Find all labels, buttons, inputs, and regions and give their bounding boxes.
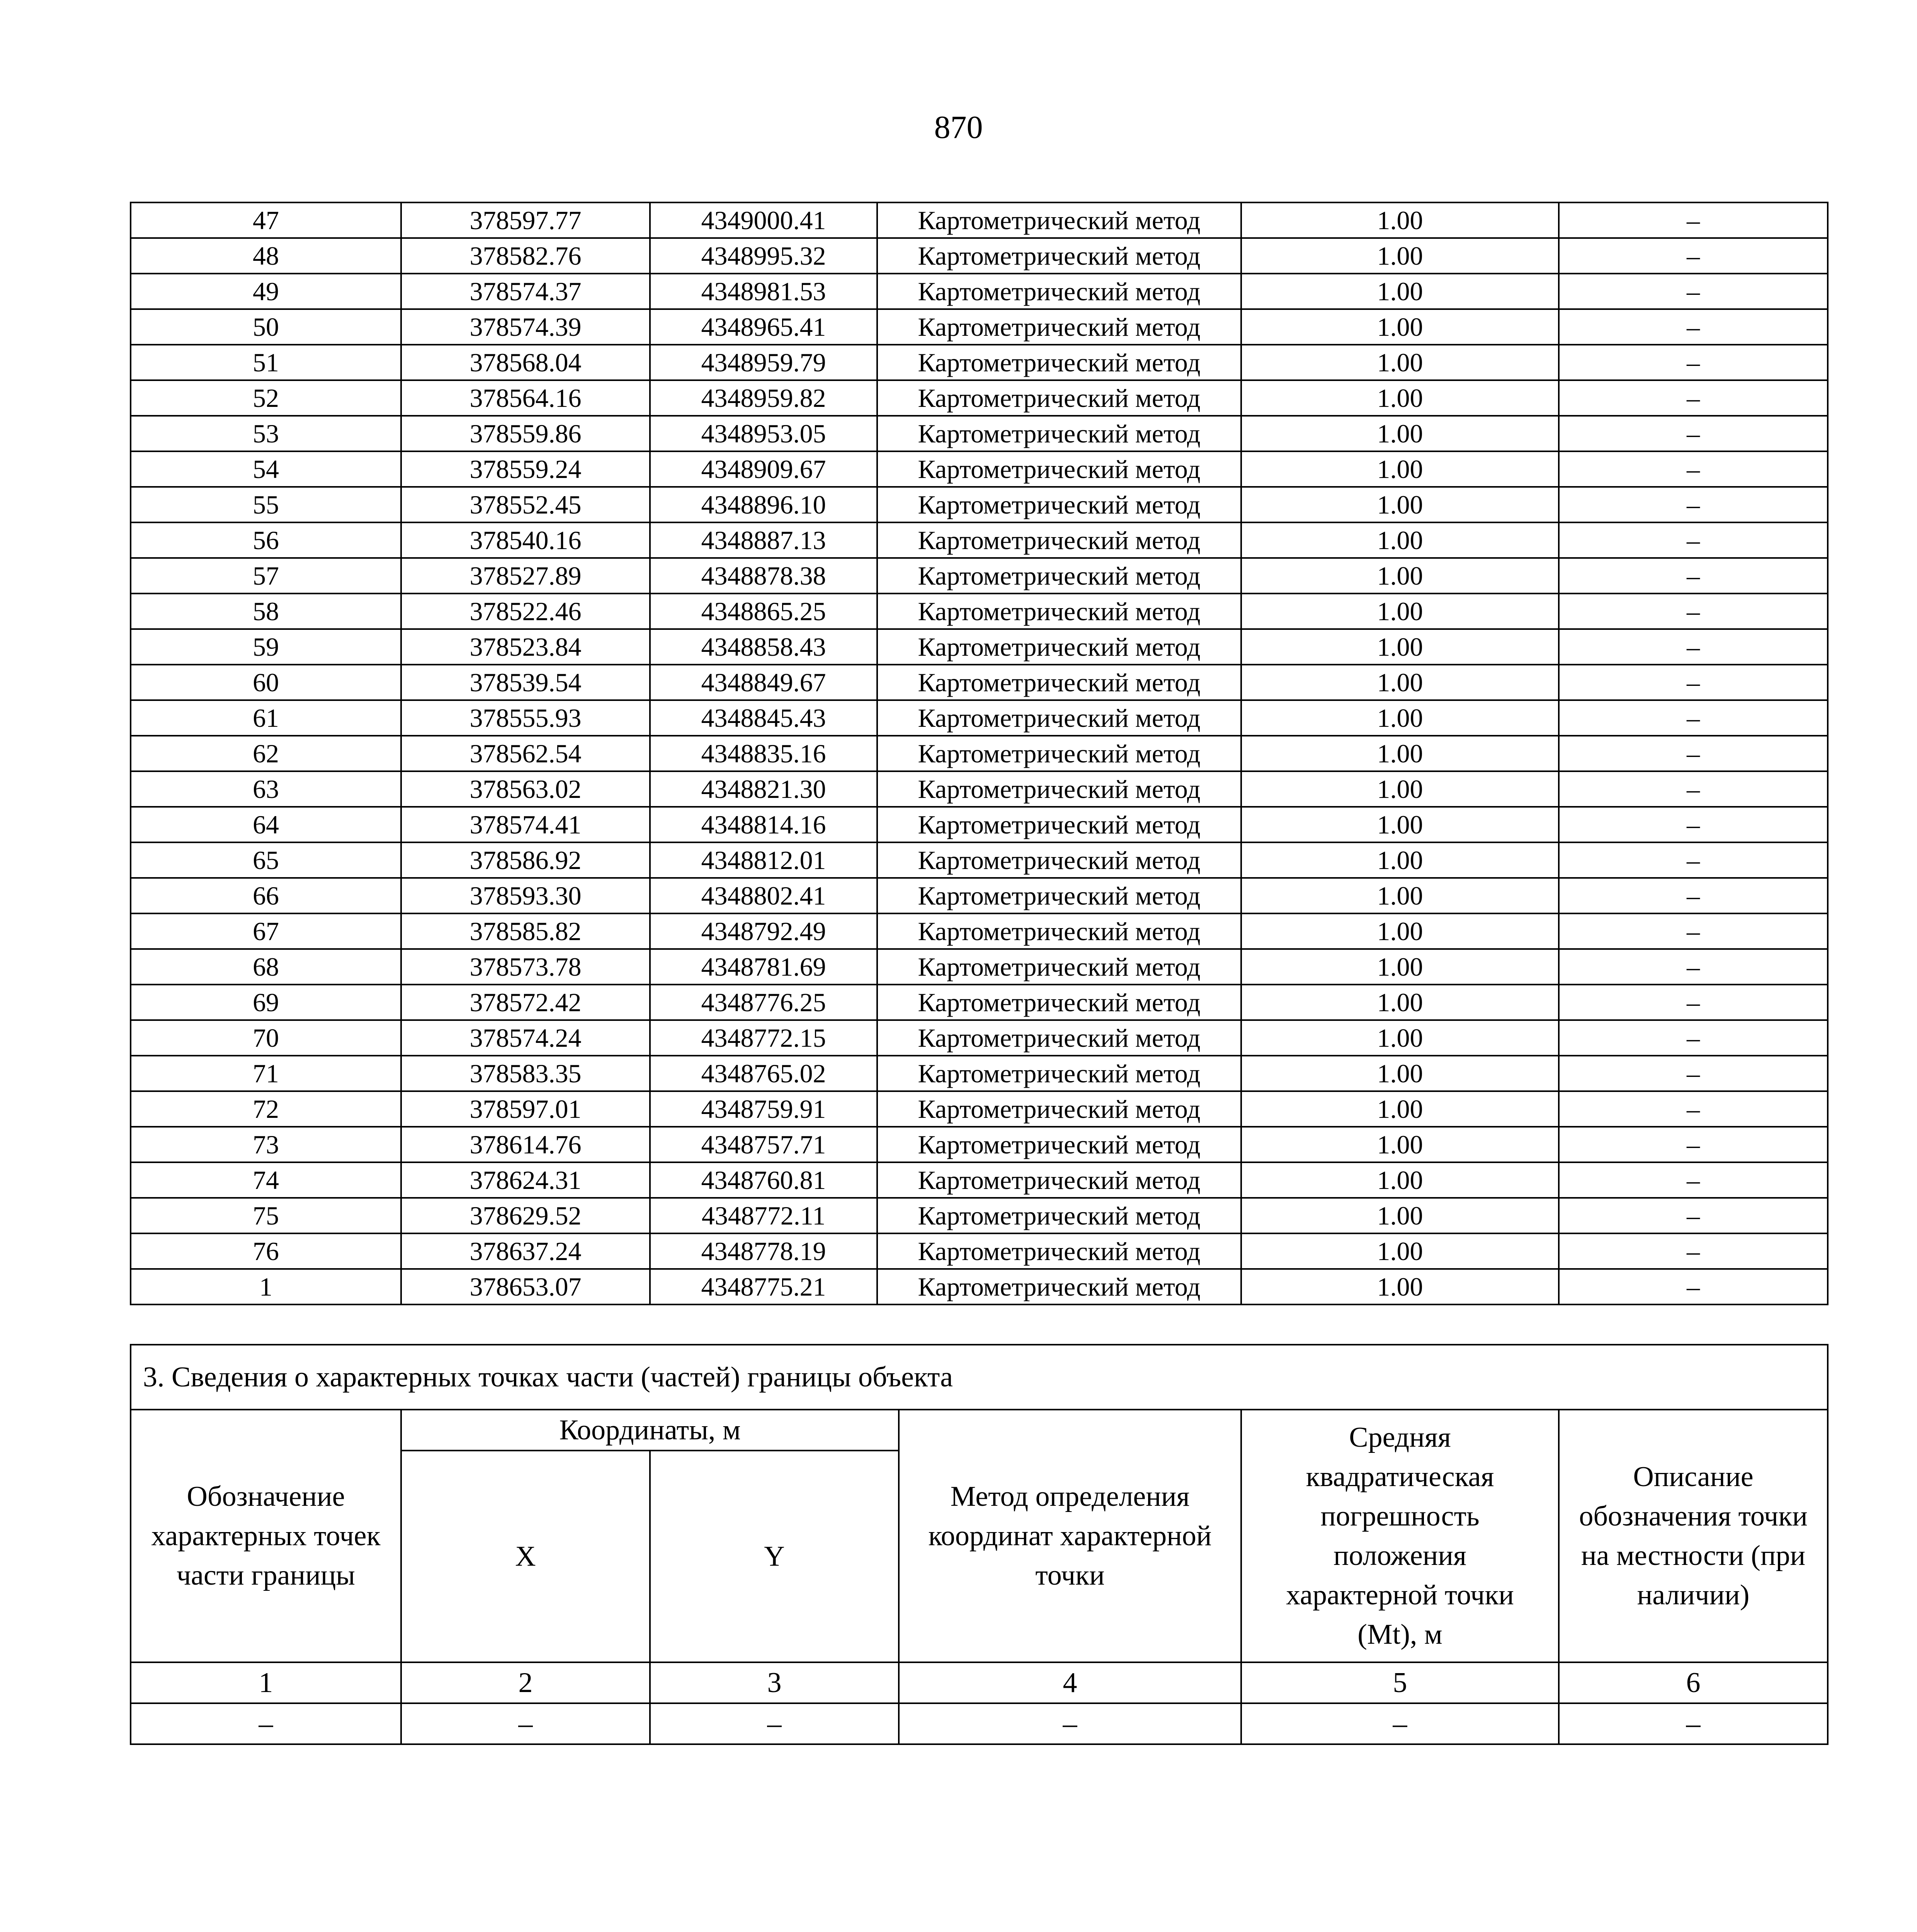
y-coordinate-cell: 4348858.43 — [650, 629, 877, 665]
error-cell: 1.00 — [1241, 1056, 1559, 1091]
description-cell: – — [1559, 416, 1828, 451]
table-row — [131, 1056, 1828, 1091]
x-coordinate-cell: 378574.41 — [401, 807, 650, 842]
error-cell: 1.00 — [1241, 1020, 1559, 1056]
y-coordinate-cell: 4349000.41 — [650, 202, 877, 238]
error-cell: 1.00 — [1241, 949, 1559, 985]
table-row — [131, 1198, 1828, 1233]
column-number: 5 — [1241, 1662, 1559, 1703]
method-cell: Картометрический метод — [877, 558, 1241, 594]
table-row — [131, 345, 1828, 380]
point-number-cell: 58 — [131, 594, 401, 629]
method-cell: Картометрический метод — [877, 1091, 1241, 1127]
point-number-cell: 76 — [131, 1233, 401, 1269]
method-cell: Картометрический метод — [877, 736, 1241, 771]
x-coordinate-cell: 378559.24 — [401, 451, 650, 487]
error-cell: 1.00 — [1241, 1127, 1559, 1162]
y-coordinate-cell: 4348953.05 — [650, 416, 877, 451]
y-coordinate-cell: 4348772.11 — [650, 1198, 877, 1233]
column-number-row — [131, 1662, 1828, 1703]
method-cell: Картометрический метод — [877, 594, 1241, 629]
empty-row — [131, 1703, 1828, 1744]
empty-cell: – — [131, 1703, 401, 1744]
y-coordinate-cell: 4348995.32 — [650, 238, 877, 274]
error-cell: 1.00 — [1241, 1091, 1559, 1127]
error-cell: 1.00 — [1241, 1233, 1559, 1269]
error-cell: 1.00 — [1241, 1198, 1559, 1233]
x-coordinate-cell: 378522.46 — [401, 594, 650, 629]
point-number-cell: 67 — [131, 913, 401, 949]
point-number-cell: 56 — [131, 522, 401, 558]
description-cell: – — [1559, 487, 1828, 522]
error-cell: 1.00 — [1241, 345, 1559, 380]
description-cell: – — [1559, 380, 1828, 416]
method-cell: Картометрический метод — [877, 985, 1241, 1020]
x-coordinate-cell: 378572.42 — [401, 985, 650, 1020]
x-coordinate-cell: 378540.16 — [401, 522, 650, 558]
y-coordinate-cell: 4348845.43 — [650, 700, 877, 736]
table-row — [131, 985, 1828, 1020]
table-row — [131, 1091, 1828, 1127]
method-cell: Картометрический метод — [877, 700, 1241, 736]
x-coordinate-cell: 378597.01 — [401, 1091, 650, 1127]
table-row — [131, 380, 1828, 416]
error-cell: 1.00 — [1241, 202, 1559, 238]
table-row — [131, 416, 1828, 451]
x-coordinate-cell: 378574.39 — [401, 309, 650, 345]
description-cell: – — [1559, 1127, 1828, 1162]
method-cell: Картометрический метод — [877, 949, 1241, 985]
point-number-cell: 66 — [131, 878, 401, 913]
y-coordinate-cell: 4348776.25 — [650, 985, 877, 1020]
table-row — [131, 202, 1828, 238]
point-number-cell: 63 — [131, 771, 401, 807]
y-coordinate-cell: 4348778.19 — [650, 1233, 877, 1269]
page-number: 870 — [934, 109, 983, 145]
y-coordinate-cell: 4348781.69 — [650, 949, 877, 985]
x-coordinate-cell: 378527.89 — [401, 558, 650, 594]
header-coordinates: Координаты, м — [401, 1410, 899, 1451]
empty-cell: – — [899, 1703, 1241, 1744]
point-number-cell: 69 — [131, 985, 401, 1020]
method-cell: Картометрический метод — [877, 380, 1241, 416]
method-cell: Картометрический метод — [877, 1269, 1241, 1304]
point-number-cell: 48 — [131, 238, 401, 274]
method-cell: Картометрический метод — [877, 1020, 1241, 1056]
description-cell: – — [1559, 771, 1828, 807]
table-row — [131, 522, 1828, 558]
description-cell: – — [1559, 629, 1828, 665]
description-cell: – — [1559, 842, 1828, 878]
method-cell: Картометрический метод — [877, 771, 1241, 807]
error-cell: 1.00 — [1241, 487, 1559, 522]
y-coordinate-cell: 4348821.30 — [650, 771, 877, 807]
table-row — [131, 487, 1828, 522]
method-cell: Картометрический метод — [877, 1198, 1241, 1233]
table-row — [131, 807, 1828, 842]
point-number-cell: 51 — [131, 345, 401, 380]
point-number-cell: 54 — [131, 451, 401, 487]
table-row — [131, 238, 1828, 274]
error-cell: 1.00 — [1241, 807, 1559, 842]
method-cell: Картометрический метод — [877, 1127, 1241, 1162]
error-cell: 1.00 — [1241, 1269, 1559, 1304]
description-cell: – — [1559, 736, 1828, 771]
method-cell: Картометрический метод — [877, 913, 1241, 949]
point-number-cell: 53 — [131, 416, 401, 451]
error-cell: 1.00 — [1241, 416, 1559, 451]
description-cell: – — [1559, 1233, 1828, 1269]
x-coordinate-cell: 378573.78 — [401, 949, 650, 985]
error-cell: 1.00 — [1241, 629, 1559, 665]
error-cell: 1.00 — [1241, 380, 1559, 416]
y-coordinate-cell: 4348802.41 — [650, 878, 877, 913]
x-coordinate-cell: 378574.37 — [401, 274, 650, 309]
y-coordinate-cell: 4348849.67 — [650, 665, 877, 700]
point-number-cell: 73 — [131, 1127, 401, 1162]
x-coordinate-cell: 378637.24 — [401, 1233, 650, 1269]
error-cell: 1.00 — [1241, 736, 1559, 771]
method-cell: Картометрический метод — [877, 807, 1241, 842]
point-number-cell: 47 — [131, 202, 401, 238]
y-coordinate-cell: 4348959.82 — [650, 380, 877, 416]
table-row — [131, 913, 1828, 949]
y-coordinate-cell: 4348760.81 — [650, 1162, 877, 1198]
column-number: 3 — [650, 1662, 899, 1703]
header-designation: Обозначение характерных точек части границы — [131, 1410, 401, 1662]
x-coordinate-cell: 378614.76 — [401, 1127, 650, 1162]
y-coordinate-cell: 4348765.02 — [650, 1056, 877, 1091]
error-cell: 1.00 — [1241, 771, 1559, 807]
x-coordinate-cell: 378555.93 — [401, 700, 650, 736]
column-number: 1 — [131, 1662, 401, 1703]
y-coordinate-cell: 4348772.15 — [650, 1020, 877, 1056]
table-row — [131, 771, 1828, 807]
y-coordinate-cell: 4348792.49 — [650, 913, 877, 949]
method-cell: Картометрический метод — [877, 842, 1241, 878]
point-number-cell: 59 — [131, 629, 401, 665]
method-cell: Картометрический метод — [877, 522, 1241, 558]
y-coordinate-cell: 4348965.41 — [650, 309, 877, 345]
empty-cell: – — [650, 1703, 899, 1744]
method-cell: Картометрический метод — [877, 629, 1241, 665]
x-coordinate-cell: 378568.04 — [401, 345, 650, 380]
y-coordinate-cell: 4348757.71 — [650, 1127, 877, 1162]
method-cell: Картометрический метод — [877, 202, 1241, 238]
x-coordinate-cell: 378593.30 — [401, 878, 650, 913]
method-cell: Картометрический метод — [877, 451, 1241, 487]
y-coordinate-cell: 4348812.01 — [650, 842, 877, 878]
header-description: Описание обозначения точки на местности (при наличии) — [1559, 1410, 1828, 1662]
description-cell: – — [1559, 913, 1828, 949]
description-cell: – — [1559, 202, 1828, 238]
point-number-cell: 75 — [131, 1198, 401, 1233]
point-number-cell: 49 — [131, 274, 401, 309]
description-cell: – — [1559, 1162, 1828, 1198]
error-cell: 1.00 — [1241, 878, 1559, 913]
table-row — [131, 700, 1828, 736]
column-number: 6 — [1559, 1662, 1828, 1703]
error-cell: 1.00 — [1241, 274, 1559, 309]
point-number-cell: 68 — [131, 949, 401, 985]
x-coordinate-cell: 378539.54 — [401, 665, 650, 700]
table-row — [131, 665, 1828, 700]
table-row — [131, 451, 1828, 487]
description-cell: – — [1559, 700, 1828, 736]
method-cell: Картометрический метод — [877, 416, 1241, 451]
y-coordinate-cell: 4348887.13 — [650, 522, 877, 558]
point-number-cell: 57 — [131, 558, 401, 594]
table-row — [131, 274, 1828, 309]
description-cell: – — [1559, 949, 1828, 985]
table-row — [131, 1162, 1828, 1198]
description-cell: – — [1559, 1091, 1828, 1127]
description-cell: – — [1559, 345, 1828, 380]
points-table-body — [131, 202, 1828, 1304]
point-number-cell: 62 — [131, 736, 401, 771]
empty-cell: – — [401, 1703, 650, 1744]
x-coordinate-cell: 378583.35 — [401, 1056, 650, 1091]
method-cell: Картометрический метод — [877, 1233, 1241, 1269]
error-cell: 1.00 — [1241, 594, 1559, 629]
y-coordinate-cell: 4348878.38 — [650, 558, 877, 594]
point-number-cell: 1 — [131, 1269, 401, 1304]
description-cell: – — [1559, 309, 1828, 345]
table-row — [131, 309, 1828, 345]
x-coordinate-cell: 378552.45 — [401, 487, 650, 522]
section-title: 3. Сведения о характерных точках части (частей) границы объекта — [131, 1345, 1828, 1410]
x-coordinate-cell: 378585.82 — [401, 913, 650, 949]
point-number-cell: 72 — [131, 1091, 401, 1127]
error-cell: 1.00 — [1241, 913, 1559, 949]
empty-cell: – — [1241, 1703, 1559, 1744]
table-row — [131, 1269, 1828, 1304]
y-coordinate-cell: 4348896.10 — [650, 487, 877, 522]
x-coordinate-cell: 378523.84 — [401, 629, 650, 665]
error-cell: 1.00 — [1241, 309, 1559, 345]
method-cell: Картометрический метод — [877, 487, 1241, 522]
column-number: 4 — [899, 1662, 1241, 1703]
header-error: Средняя квадратическая погрешность положения характерной точки (Mt), м — [1241, 1410, 1559, 1662]
description-cell: – — [1559, 1198, 1828, 1233]
x-coordinate-cell: 378564.16 — [401, 380, 650, 416]
y-coordinate-cell: 4348835.16 — [650, 736, 877, 771]
x-coordinate-cell: 378629.52 — [401, 1198, 650, 1233]
y-coordinate-cell: 4348981.53 — [650, 274, 877, 309]
description-cell: – — [1559, 238, 1828, 274]
method-cell: Картометрический метод — [877, 1056, 1241, 1091]
table-row — [131, 878, 1828, 913]
x-coordinate-cell: 378653.07 — [401, 1269, 650, 1304]
x-coordinate-cell: 378597.77 — [401, 202, 650, 238]
y-coordinate-cell: 4348814.16 — [650, 807, 877, 842]
y-coordinate-cell: 4348759.91 — [650, 1091, 877, 1127]
table-row — [131, 629, 1828, 665]
x-coordinate-cell: 378582.76 — [401, 238, 650, 274]
table-row — [131, 842, 1828, 878]
column-number: 2 — [401, 1662, 650, 1703]
description-cell: – — [1559, 985, 1828, 1020]
table-row — [131, 558, 1828, 594]
description-cell: – — [1559, 451, 1828, 487]
table-row — [131, 1020, 1828, 1056]
description-cell: – — [1559, 1056, 1828, 1091]
description-cell: – — [1559, 1020, 1828, 1056]
description-cell: – — [1559, 807, 1828, 842]
point-number-cell: 52 — [131, 380, 401, 416]
method-cell: Картометрический метод — [877, 665, 1241, 700]
error-cell: 1.00 — [1241, 238, 1559, 274]
y-coordinate-cell: 4348865.25 — [650, 594, 877, 629]
x-coordinate-cell: 378624.31 — [401, 1162, 650, 1198]
error-cell: 1.00 — [1241, 522, 1559, 558]
point-number-cell: 50 — [131, 309, 401, 345]
x-coordinate-cell: 378586.92 — [401, 842, 650, 878]
table-row — [131, 736, 1828, 771]
error-cell: 1.00 — [1241, 665, 1559, 700]
header-x: X — [401, 1451, 650, 1662]
description-cell: – — [1559, 878, 1828, 913]
error-cell: 1.00 — [1241, 842, 1559, 878]
x-coordinate-cell: 378559.86 — [401, 416, 650, 451]
x-coordinate-cell: 378563.02 — [401, 771, 650, 807]
error-cell: 1.00 — [1241, 451, 1559, 487]
point-number-cell: 65 — [131, 842, 401, 878]
error-cell: 1.00 — [1241, 985, 1559, 1020]
point-number-cell: 71 — [131, 1056, 401, 1091]
x-coordinate-cell: 378574.24 — [401, 1020, 650, 1056]
description-cell: – — [1559, 594, 1828, 629]
point-number-cell: 60 — [131, 665, 401, 700]
table-row — [131, 594, 1828, 629]
points-table — [130, 202, 1829, 1305]
method-cell: Картометрический метод — [877, 345, 1241, 380]
method-cell: Картометрический метод — [877, 309, 1241, 345]
point-number-cell: 70 — [131, 1020, 401, 1056]
error-cell: 1.00 — [1241, 1162, 1559, 1198]
header-method: Метод определения координат характерной точки — [899, 1410, 1241, 1662]
description-cell: – — [1559, 558, 1828, 594]
point-number-cell: 64 — [131, 807, 401, 842]
point-number-cell: 61 — [131, 700, 401, 736]
method-cell: Картометрический метод — [877, 274, 1241, 309]
y-coordinate-cell: 4348959.79 — [650, 345, 877, 380]
error-cell: 1.00 — [1241, 558, 1559, 594]
header-y: Y — [650, 1451, 899, 1662]
y-coordinate-cell: 4348909.67 — [650, 451, 877, 487]
description-cell: – — [1559, 1269, 1828, 1304]
part-boundary-table — [130, 1344, 1829, 1745]
error-cell: 1.00 — [1241, 700, 1559, 736]
y-coordinate-cell: 4348775.21 — [650, 1269, 877, 1304]
method-cell: Картометрический метод — [877, 878, 1241, 913]
point-number-cell: 74 — [131, 1162, 401, 1198]
x-coordinate-cell: 378562.54 — [401, 736, 650, 771]
empty-cell: – — [1559, 1703, 1828, 1744]
point-number-cell: 55 — [131, 487, 401, 522]
table-row — [131, 949, 1828, 985]
table-row — [131, 1127, 1828, 1162]
description-cell: – — [1559, 274, 1828, 309]
method-cell: Картометрический метод — [877, 238, 1241, 274]
description-cell: – — [1559, 522, 1828, 558]
method-cell: Картометрический метод — [877, 1162, 1241, 1198]
table-row — [131, 1233, 1828, 1269]
description-cell: – — [1559, 665, 1828, 700]
